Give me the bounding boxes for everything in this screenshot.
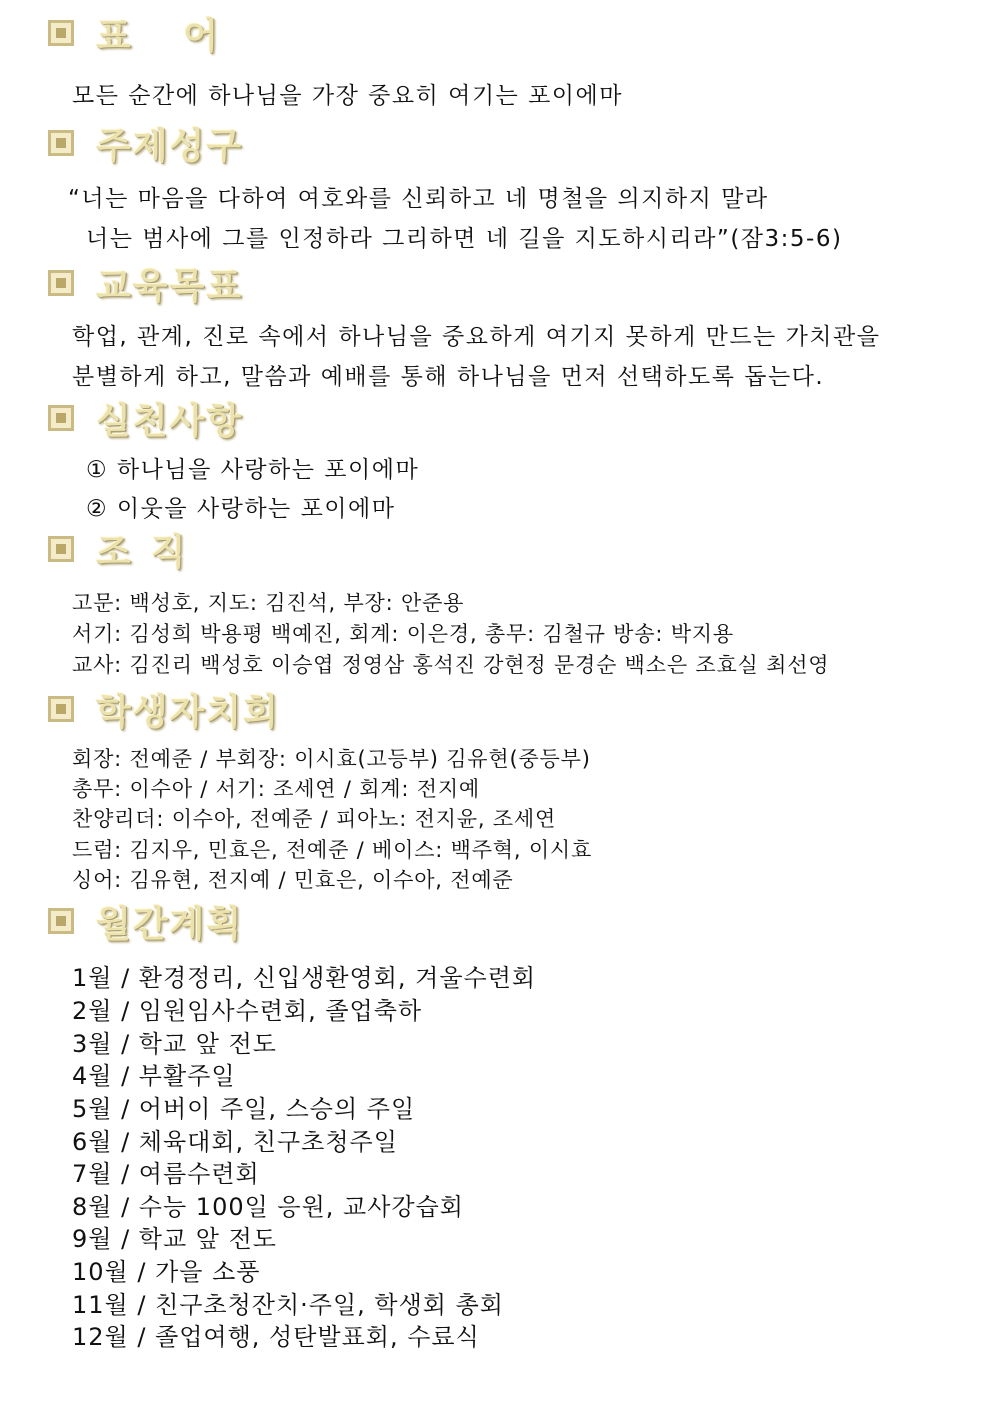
section-title: 조직 xyxy=(96,531,206,573)
monthly-plan-item: 5월 / 어버이 주일, 스승의 주일 xyxy=(72,1095,416,1123)
section-title: 월간계획 xyxy=(96,903,244,945)
section-heading-motto xyxy=(48,8,238,58)
section-title: 표 어 xyxy=(96,15,239,57)
section-title: 주제성구 xyxy=(96,125,244,167)
section-heading-student-council xyxy=(48,684,280,734)
monthly-plan-item: 3월 / 학교 앞 전도 xyxy=(72,1030,277,1058)
section-heading-education-goal xyxy=(48,258,243,308)
theme-verse-line: “너는 마음을 다하여 여호와를 신뢰하고 네 명철을 의지하지 말라 xyxy=(68,186,769,212)
monthly-plan-item: 1월 / 환경정리, 신입생환영회, 겨울수련회 xyxy=(72,964,537,992)
square-bullet-icon xyxy=(48,696,74,722)
practice-item: ② 이웃을 사랑하는 포이에마 xyxy=(86,496,396,522)
organization-line: 고문: 백성호, 지도: 김진석, 부장: 안준용 xyxy=(72,591,465,615)
monthly-plan-item: 9월 / 학교 앞 전도 xyxy=(72,1225,277,1253)
theme-verse-line: 너는 범사에 그를 인정하라 그리하면 네 길을 지도하시리라”(잠3:5-6) xyxy=(86,226,843,252)
square-bullet-icon xyxy=(48,405,74,431)
student-council-line: 싱어: 김유현, 전지예 / 민효은, 이수아, 전예준 xyxy=(72,868,514,892)
section-heading-theme-verse xyxy=(48,118,243,168)
section-title: 학생자치회 xyxy=(96,691,280,733)
square-bullet-icon xyxy=(48,270,74,296)
student-council-line: 찬양리더: 이수아, 전예준 / 피아노: 전지윤, 조세연 xyxy=(72,807,557,831)
practice-item: ① 하나님을 사랑하는 포이에마 xyxy=(86,457,420,483)
monthly-plan-item: 2월 / 임원임사수련회, 졸업축하 xyxy=(72,997,423,1025)
monthly-plan-item: 11월 / 친구초청잔치·주일, 학생회 총회 xyxy=(72,1291,504,1319)
section-heading-monthly-plan xyxy=(48,896,243,946)
section-title: 실천사항 xyxy=(96,400,244,442)
monthly-plan-item: 6월 / 체육대회, 친구초청주일 xyxy=(72,1128,398,1156)
education-goal-line: 분별하게 하고, 말씀과 예배를 통해 하나님을 먼저 선택하도록 돕는다. xyxy=(72,364,825,390)
section-heading-organization xyxy=(48,524,206,574)
monthly-plan-item: 10월 / 가을 소풍 xyxy=(72,1258,261,1286)
section-heading-practice xyxy=(48,393,243,443)
education-goal-line: 학업, 관계, 진로 속에서 하나님을 중요하게 여기지 못하게 만드는 가치관을 xyxy=(72,324,881,350)
monthly-plan-item: 4월 / 부활주일 xyxy=(72,1062,236,1090)
monthly-plan-item: 12월 / 졸업여행, 성탄발표회, 수료식 xyxy=(72,1323,480,1351)
monthly-plan-item: 7월 / 여름수련회 xyxy=(72,1160,260,1188)
student-council-line: 드럼: 김지우, 민효은, 전예준 / 베이스: 백주혁, 이시효 xyxy=(72,838,593,862)
square-bullet-icon xyxy=(48,20,74,46)
organization-line: 교사: 김진리 백성호 이승엽 정영삼 홍석진 강현정 문경순 백소은 조효실 최선영 xyxy=(72,653,830,677)
motto-text: 모든 순간에 하나님을 가장 중요히 여기는 포이에마 xyxy=(72,83,623,109)
square-bullet-icon xyxy=(48,908,74,934)
student-council-line: 총무: 이수아 / 서기: 조세연 / 회계: 전지예 xyxy=(72,777,480,801)
square-bullet-icon xyxy=(48,130,74,156)
student-council-line: 회장: 전예준 / 부회장: 이시효(고등부) 김유현(중등부) xyxy=(72,747,591,771)
section-title: 교육목표 xyxy=(96,265,244,307)
square-bullet-icon xyxy=(48,536,74,562)
organization-line: 서기: 김성희 박용평 백예진, 회계: 이은경, 총무: 김철규 방송: 박지용 xyxy=(72,622,734,646)
monthly-plan-item: 8월 / 수능 100일 응원, 교사강습회 xyxy=(72,1193,464,1221)
